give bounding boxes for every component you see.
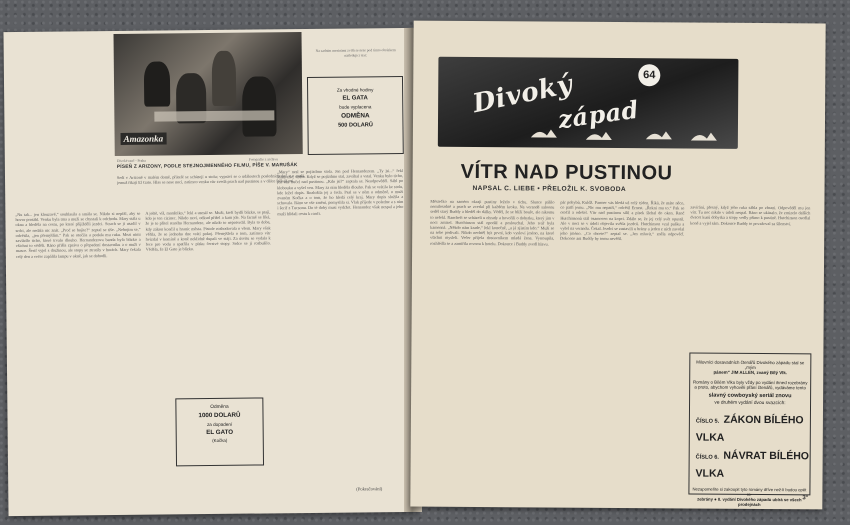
- article-column-1: „Nu tak... jen klouzavě,“ souhlasila a smála se. Nikdo si nepřál, aby se hovor protáhl. Venku byla tma a muži se chystali k odchodu. Mary stála u okna a hleděla na cestu, po které přijížděli jezdci. Strach se jí usadil v srdci, ale nedala nic znát. „Proč se bojíte?“ zeptal se tiše. „Nebojím se,“ odvětila, „jen přemýšlím.“ Pak se otočila a podala mu ruku. Mezi nimi zavládlo ticho, které trvalo dlouho. Hernandezova banda byla blízko a všichni to věděli. Ráno přišla zpráva o přepadení dostavníku a o muži v masce. Šerif vyjel s družinou, ale stopy se ztratily v horách. Mary čekala celý den a večer zapálila lampu v okně, jak se dohodli.: [15, 210, 141, 259]
- ad-body: Romány o Bílém Vlku byly vždy po vydání ihned rozebrány: [692, 379, 808, 386]
- volume-title: NÁVRAT BÍLÉHO VLKA: [695, 449, 810, 480]
- reward-line: Za vhodné hodiny: [336, 87, 374, 93]
- page-number: 3°: [802, 495, 809, 502]
- intro-paragraph: Sedí v Arizoně v malém domě, přátelé se scházejí u stolu; vypráví se o událostech posledních dnů a o muži, jemuž říkají El Gato. Hlas se nese nocí, zatímco venku vítr zvedá prach nad pustinou a v dálce štěkají psi.: [116, 173, 306, 186]
- story-headline: VÍTR NAD PUSTINOU: [460, 160, 673, 185]
- article-column-2: A ještě, víš, manželko,“ řekl a usmál se. Muži, kteří bydlí blízko, se ptají, kdo je ten cizinec. Nikdo neví, odkud přišel a kam jde. Na farmě se říká, že je to přítel starého Hernandeze, ale nikdo to nepotvrdil. Byla to doba, kdy zákon končil u hranic města. Pistole rozhodovala o všem. Mary však věřila, že se jednoho dne vrátí pokoj. Přemýšlela o tom, zatímco vítr hvízdal v komíně a koně neklidně dupali ve stáji. Za úsvitu se vydala k řece pro vodu a spatřila v písku čerstvé stopy. Srdce se jí rozbušilo. Věděla, že El Gato je blízko.: [145, 209, 271, 253]
- volume-5-row: [690, 410, 810, 447]
- reward-line: Odměna: [210, 404, 229, 411]
- ad-intro: Milovníci dosavadních čtenářů Divokého západu stal se „mým: [696, 359, 805, 370]
- volume-label: ČÍSLO 5.: [695, 418, 720, 425]
- series-banner: [438, 57, 739, 149]
- reward-line: bude vyplacena: [339, 104, 372, 110]
- reward-amount: 500 DOLARŮ: [338, 122, 373, 129]
- note-text: Na zadním mezinámí zvířů se nese pod tímto obrázkem následující text:: [315, 48, 396, 58]
- volume-label: ČÍSLO 6.: [695, 454, 719, 461]
- story-column-1: Městečko na samém okraji pustiny leželo v tichu. Slunce pálilo nemilosrdně a prach se zvedal při každém kroku. Na verandě saloonu seděl starý Buddy a hleděl do dálky. Věděl, že se blíží bouře, ale nikomu to neřekl. Rancheři se scházeli u ohrady a hovořili o dobytku, který jim v noci zmizel. Hutchinson stál opodál a poslouchal. Jeho tvář byla kamenná. „Někdo nám krade,“ řekl konečně, „a já zjistím kdo.“ Muži se na sebe podívali. Nikdo nechtěl být první, kdo vysloví jméno, na které všichni mysleli. Večer přijela dostavníkem mladá žena. Vystoupila, rozhlédla se a zamířila rovnou k hotelu. Dokonce i Buddy zvedl hlavu.: [430, 198, 555, 247]
- reward-name: EL GATA: [342, 95, 368, 102]
- reward-box-top: [307, 76, 404, 155]
- figure-silhouette: [144, 61, 170, 106]
- riders-silhouette-icon: [526, 117, 726, 144]
- figure-silhouette: [242, 76, 277, 136]
- left-page: [3, 28, 418, 516]
- photo-credit-left: Divoké ranč - Praha: [116, 158, 146, 163]
- white-wolf-ad: [688, 353, 811, 508]
- reward-box-bottom: [175, 397, 264, 466]
- volume-6-row: [689, 446, 809, 483]
- ad-body: a proto, abychom vyhověli přání čtenářů, vydáváme tento: [694, 384, 806, 391]
- ad-body: ve druhém vydání dvou svazcích:: [714, 400, 786, 407]
- volume-title: ZÁKON BÍLÉHO VLKA: [695, 413, 804, 444]
- reward-line: (Kočka): [212, 437, 228, 443]
- photo-credit-right: Fotografie z archivu: [248, 157, 278, 162]
- reward-label: ODMĚNA: [341, 112, 370, 120]
- reward-name: EL GATO: [206, 428, 234, 437]
- ad-intro: pánem“ JIM ALLEN, zvaný Bílý Vlk.: [713, 369, 788, 376]
- banner-word-zapad: západ: [556, 94, 641, 135]
- issue-number-badge: 64: [638, 64, 660, 86]
- table-in-photo: [154, 110, 274, 121]
- figure-silhouette: [212, 51, 237, 106]
- reward-line: za dopadení: [206, 421, 233, 428]
- ad-footer: zebrány ● II. vydání Divokého západu ubírá se všech prodejnách: [697, 496, 802, 508]
- ad-footer: Nezapomeňte si zakoupit tyto romány dříve než-li budou opět ro-: [692, 486, 807, 497]
- story-column-3: zavírání, přesný, když jeho ruka sáhla po zbrani. Odpověděl mu jen vítr. Tu noc nikdo v údolí nespal. Ráno se ukázalo, že zmizelo dalších dvacet kusů dobytka a stopy vedly přímo k pustině. Hutchinson osedlal koně a vyjel sám. Dokonce Buddy to považoval za šílenství.: [690, 204, 811, 226]
- right-page: [410, 21, 825, 510]
- banner-word-divoky: Divoký: [470, 69, 576, 120]
- article-column-3: „Mary“ nesl se pojízdmo stola. Jen pod Hernandezem. „Ty jsi...“ řekl Mary tiše, vzdor. Když se pojízdmo stal, zaváhal a vstal. Venku bylo ticho, jen vítr hučel nad pustinou. „Kdo jsi?“ zeptala se. Neodpověděl. Sáhl po klobouku a vyšel ven. Mary za ním hleděla dlouho. Pak se vrátila ke stolu, kde ležel dopis. Rozložila jej a četla. Psal se v něm o odměně, o muži zvaném Kočka a o tom, že ho hledá celý kraj. Mary dopis složila a schovala. Ráno se vše změní, pomyslila si. Vlak přijede v poledne a s ním i šerif z Tucsonu. Do té doby musí vydržet. Hernandez však nespal a jeho muži hlídali cestu k ranči.: [276, 167, 404, 216]
- continued-note: (Pokračování): [356, 486, 383, 492]
- photo-caption: Amazonka: [121, 132, 167, 144]
- ad-body: slavný cowboyský seriál znovu: [708, 392, 792, 400]
- story-column-2: pár pohybů, Kuldž. Parmer vás hledá už celý týden. Říká, že máte něco, co patří jemu. „Nic mu nepatří,“ odvětil Ernest. „Řekni mu to.“ Pak se otočil a odešel. Vítr nad pustinou sílil a písek šlehal do oken. Ranč Hutchinsonů stál osamocen na kopci. Zdálo se, že jej celý svět opustil. Ale v noci se v údolí objevila světla jezdců. Hutchinson vzal pušku a vyšel na verandu. Čekal. Jezdci se zastavili u brány a jeden z nich zavolal jeho jméno. „Co chcete?“ zeptal se. „Jen mluvit,“ zněla odpověď. Dokonce ani Buddy by tomu nevěřil.: [560, 199, 685, 242]
- story-title: PÍSEŇ Z ARIZONY, PODLE STEJNOJMENNÉHO FILMU, PÍŠE V. MARUŠÁK: [116, 163, 298, 170]
- story-byline: NAPSAL C. LIEBE • PŘELOŽIL K. SVOBODA: [472, 184, 627, 194]
- reward-amount: 1000 DOLARŮ: [198, 411, 241, 420]
